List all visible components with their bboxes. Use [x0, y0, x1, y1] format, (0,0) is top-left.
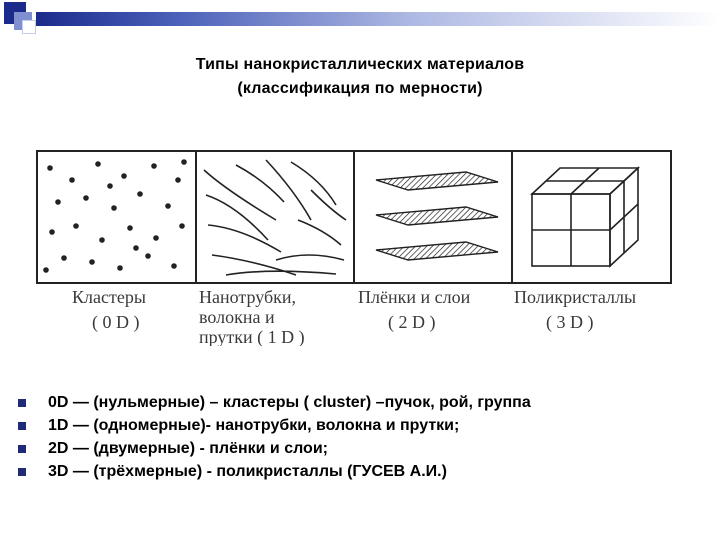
- cluster-dot: [47, 165, 53, 171]
- bullet-square-icon: [18, 445, 26, 453]
- cluster-dot: [171, 263, 177, 269]
- cluster-dot: [121, 173, 127, 179]
- cluster-dot: [99, 237, 105, 243]
- cluster-dot: [69, 177, 75, 183]
- cluster-dot: [61, 255, 67, 261]
- cluster-dot: [151, 163, 157, 169]
- list-item-text: 2D — (двумерные) - плёнки и слои;: [48, 440, 328, 457]
- header-decoration: [0, 0, 720, 40]
- caption-films-dim: ( 2 D ): [388, 312, 436, 332]
- cluster-dot: [89, 259, 95, 265]
- cluster-dot: [111, 205, 117, 211]
- bullet-square-icon: [18, 399, 26, 407]
- cluster-dot: [55, 199, 61, 205]
- cluster-dot: [153, 235, 159, 241]
- bullet-square-icon: [18, 422, 26, 430]
- cluster-dot: [145, 253, 151, 259]
- list-item-text: 1D — (одномерные)- нанотрубки, волокна и прутки;: [48, 417, 460, 434]
- list-item-text: 0D — (нульмерные) – кластеры ( cluster) –пучок, рой, группа: [48, 394, 531, 411]
- caption-nanotubes-2: волокна и: [199, 307, 275, 327]
- cluster-dot: [73, 223, 79, 229]
- caption-nanotubes-3: прутки ( 1 D ): [199, 327, 305, 346]
- cluster-dot: [179, 223, 185, 229]
- cluster-dot: [83, 195, 89, 201]
- cluster-dot: [107, 183, 113, 189]
- caption-clusters-dim: ( 0 D ): [92, 312, 140, 332]
- cluster-dot: [43, 267, 49, 273]
- cluster-dot: [181, 159, 187, 165]
- slide-title: Типы нанокристаллических материалов: [195, 56, 525, 73]
- list-item-text: 3D — (трёхмерные) - поликристаллы (ГУСЕВ А.И.): [48, 463, 447, 480]
- polycrystal-cube: [532, 168, 638, 266]
- caption-clusters: Кластеры: [72, 287, 146, 307]
- corner-square-3: [22, 20, 36, 34]
- caption-films: Плёнки и слои: [358, 287, 471, 307]
- bullet-square-icon: [18, 468, 26, 476]
- cluster-dot: [127, 225, 133, 231]
- slide-subtitle: (классификация по мерности): [237, 80, 483, 97]
- cluster-dot: [175, 177, 181, 183]
- film-layers: [376, 172, 498, 260]
- nanotube-lines: [204, 160, 346, 275]
- classification-figure: [36, 150, 672, 346]
- caption-polycrystals: Поликристаллы: [514, 287, 637, 307]
- cluster-dot: [117, 265, 123, 271]
- cluster-dot: [49, 229, 55, 235]
- cluster-dot: [95, 161, 101, 167]
- cluster-dot: [133, 245, 139, 251]
- cluster-dot: [165, 203, 171, 209]
- cluster-dot: [137, 191, 143, 197]
- caption-nanotubes-1: Нанотрубки,: [199, 287, 297, 307]
- caption-polycrystals-dim: ( 3 D ): [546, 312, 594, 332]
- header-gradient-bar: [36, 12, 720, 26]
- cluster-dots: [43, 159, 187, 273]
